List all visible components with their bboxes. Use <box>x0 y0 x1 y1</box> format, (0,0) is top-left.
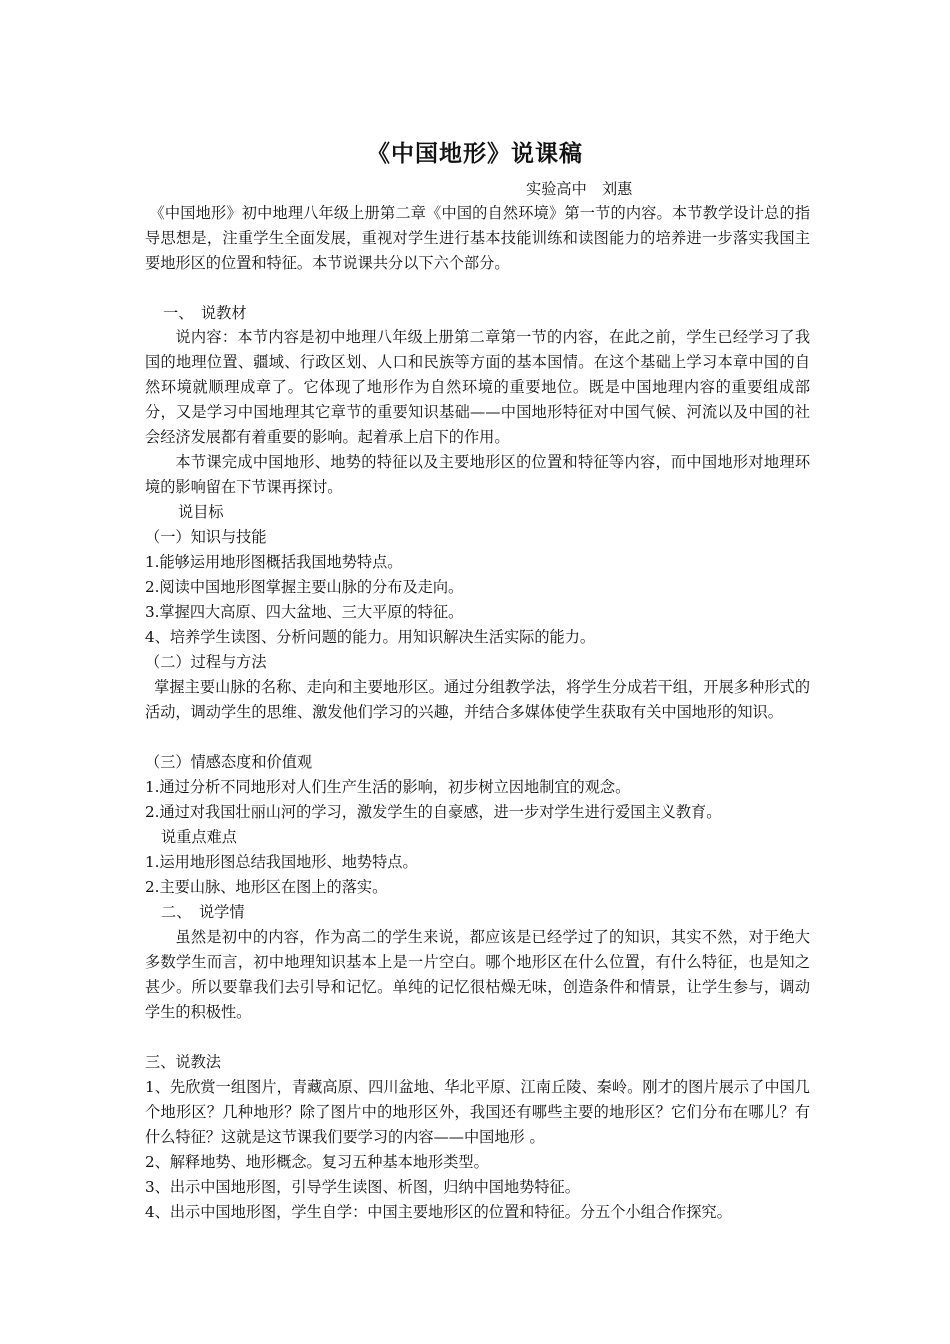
section-heading-methods: 三、说教法 <box>145 1053 221 1071</box>
goal-attitude-heading: （三）情感态度和价值观 <box>145 753 313 771</box>
goal-knowledge-item: 2.阅读中国地形图掌握主要山脉的分布及走向。 <box>145 578 464 596</box>
document-title: 《中国地形》说课稿 <box>367 141 583 167</box>
key-point-item: 1.运用地形图总结我国地形、地势特点。 <box>145 853 418 871</box>
methods-item: 4、出示中国地形图，学生自学：中国主要地形区的位置和特征。分五个小组合作探究。 <box>145 1203 732 1221</box>
methods-item: 2、解释地势、地形概念。复习五种基本地形类型。 <box>145 1153 489 1171</box>
scope-paragraph: 本节课完成中国地形、地势的特征以及主要地形区的位置和特征等内容，而中国地形对地理环境的影响留在下节课再探讨。 <box>145 453 810 496</box>
goal-knowledge-item: 1.能够运用地形图概括我国地势特点。 <box>145 553 403 571</box>
content-paragraph: 说内容：本节内容是初中地理八年级上册第二章第一节的内容，在此之前，学生已经学习了我国的地理位置、疆域、行政区划、人口和民族等方面的基本国情。在这个基础上学习本章中国的自然环境就顺理成章了。它体现了地形作为自然环境的重要地位。既是中国地理内容的重要组成部分，又是学习中国地理其它章节的重要知识基础——中国地形特征对中国气候、河流以及中国的社会经济发展都有着重要的影响。起着承上启下的作用。 <box>145 328 810 446</box>
goal-process-paragraph: 掌握主要山脉的名称、走向和主要地形区。通过分组教学法，将学生分成若干组，开展多种形式的活动，调动学生的思维、激发他们学习的兴趣，并结合多媒体使学生获取有关中国地形的知识。 <box>145 678 810 721</box>
goal-knowledge-item: 3.掌握四大高原、四大盆地、三大平原的特征。 <box>145 603 464 621</box>
section-heading-teaching-material: 一、 说教材 <box>163 304 247 322</box>
author-line: 实验高中 刘惠 <box>526 180 633 198</box>
goal-attitude-item: 2.通过对我国壮丽山河的学习，激发学生的自豪感，进一步对学生进行爱国主义教育。 <box>145 803 722 821</box>
section-heading-students: 二、 说学情 <box>161 903 245 921</box>
goals-heading: 说目标 <box>178 503 224 521</box>
goal-attitude-item: 1.通过分析不同地形对人们生产生活的影响，初步树立因地制宜的观念。 <box>145 778 631 796</box>
intro-paragraph: 《中国地形》初中地理八年级上册第二章《中国的自然环境》第一节的内容。本节教学设计总的指导思想是，注重学生全面发展，重视对学生进行基本技能训练和读图能力的培养进一步落实我国主要地形区的位置和特征。本节说课共分以下六个部分。 <box>145 204 810 272</box>
methods-item: 3、出示中国地形图，引导学生读图、析图，归纳中国地势特征。 <box>145 1178 580 1196</box>
methods-paragraph: 1、先欣赏一组图片，青藏高原、四川盆地、华北平原、江南丘陵、秦岭。刚才的图片展示了中国几个地形区？几种地形？除了图片中的地形区外，我国还有哪些主要的地形区？它们分布在哪儿？有什么特征？这就是这节课我们要学习的内容——中国地形 。 <box>145 1078 810 1146</box>
goal-process-heading: （二）过程与方法 <box>145 653 267 671</box>
students-paragraph: 虽然是初中的内容，作为高二的学生来说，都应该是已经学过了的知识，其实不然，对于绝大多数学生而言，初中地理知识基本上是一片空白。哪个地形区在什么位置，有什么特征，也是知之甚少。所以要靠我们去引导和记忆。单纯的记忆很枯燥无味，创造条件和情景，让学生参与，调动学生的积极性。 <box>145 928 810 1021</box>
goal-knowledge-item: 4、培养学生读图、分析问题的能力。用知识解决生活实际的能力。 <box>145 628 596 646</box>
goal-knowledge-heading: （一）知识与技能 <box>145 528 267 546</box>
key-point-item: 2.主要山脉、地形区在图上的落实。 <box>145 878 388 896</box>
key-points-heading: 说重点难点 <box>161 828 237 846</box>
